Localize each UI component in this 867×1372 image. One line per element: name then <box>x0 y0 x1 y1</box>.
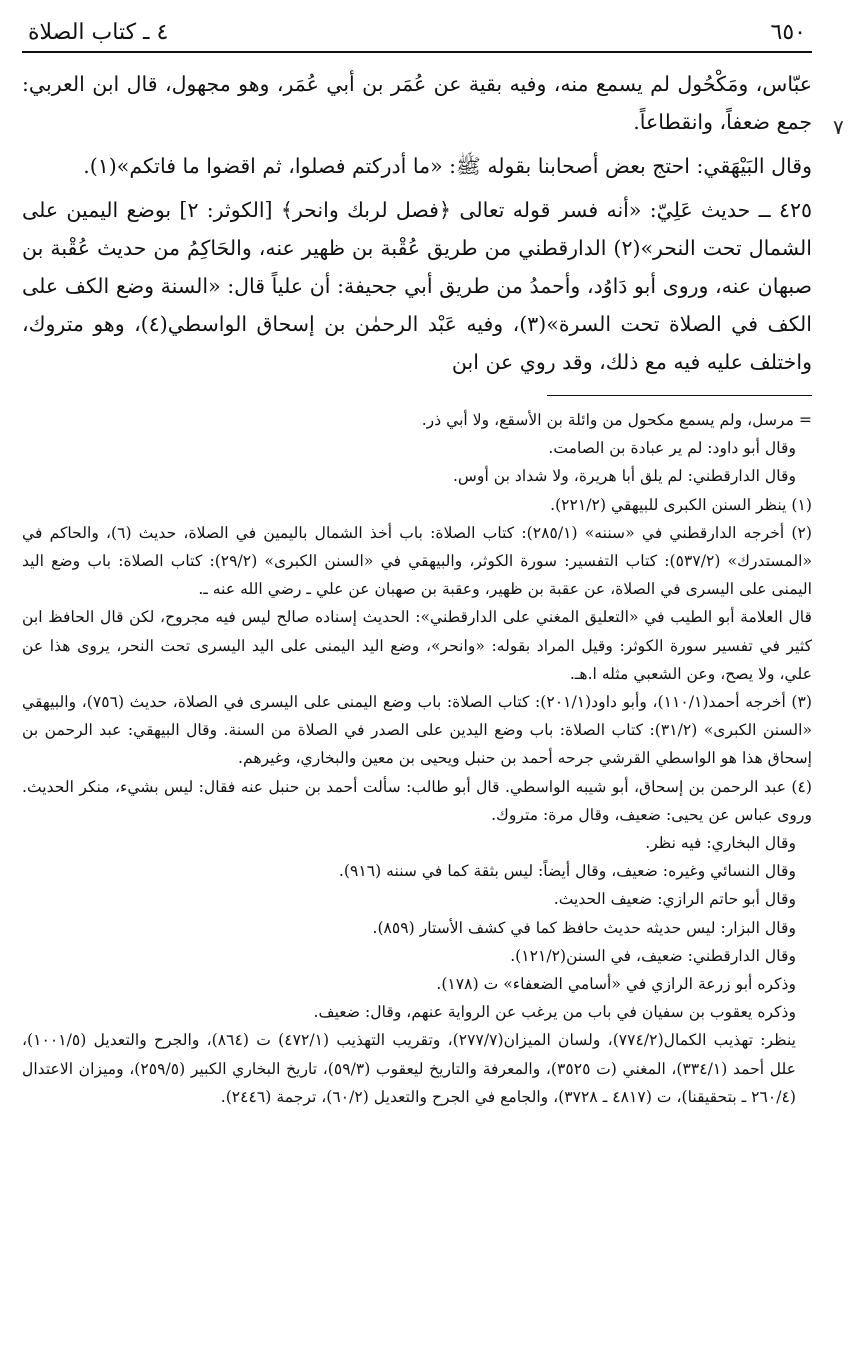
running-header <box>22 20 812 53</box>
main-paragraph: وقال البَيْهَقي: احتج بعض أصحابنا بقوله ﷺ: «ما أدركتم فصلوا، ثم اقضوا ما فاتكم»(١). <box>83 154 812 178</box>
footnote-4: (٤) عبد الرحمن بن إسحاق، أبو شيبه الواسطي. قال أبو طالب: سألت أحمد بن حنبل عنه فقال: ليس بشيء، منكر الحديث. وروى عباس عن يحيى: ضعيف، وقال مرة: متروك. <box>22 777 812 824</box>
footnote-line: = مرسل، ولم يسمع مكحول من وائلة بن الأسقع، ولا أبي ذر. <box>421 411 812 429</box>
footnote-line: وقال الدارقطني: لم يلق أبا هريرة، ولا شداد بن أوس. <box>452 467 796 486</box>
footnote-line: وقال البزار: ليس حديثه حديث حافظ كما في كشف الأستار (٨٥٩). <box>372 918 796 937</box>
footnotes <box>22 406 812 1111</box>
main-text <box>22 65 812 381</box>
footnote-2-cont: قال العلامة أبو الطيب في «التعليق المغني على الدارقطني»: الحديث إسناده صالح ليس فيه مجروح، لكن قال الحافظ ابن كثير في تفسير سورة الكوثر: وقيل المراد بقوله: «وانحر»، وضع اليد اليمنى على اليد اليسرى تحت النحر، يروى هذا عن علي، ولا يصح، وعن الشعبي مثله ا.هـ. <box>22 608 812 683</box>
footnote-line: وقال الدارقطني: ضعيف، في السنن(١٢١/٢). <box>510 946 796 965</box>
footnote-2: (٢) أخرجه الدارقطني في «سننه» (٢٨٥/١): كتاب الصلاة: باب أخذ الشمال باليمين في الصلاة، حديث (٦)، والحاكم في «المستدرك» (٥٣٧/٢): كتاب التفسير: سورة الكوثر، والبيهقي في «السنن الكبرى» (٢٩/٢): كتاب الصلاة: باب وضع اليد اليمنى على اليسرى في الصلاة، عن عقبة بن ظهير، وعقبة بن صهبان عن علي ـ رضي الله عنه ـ. <box>22 523 812 599</box>
footnote-3: (٣) أخرجه أحمد(١١٠/١)، وأبو داود(٢٠١/١): كتاب الصلاة: باب وضع اليمنى على اليسرى في الصلاة، حديث (٧٥٦)، والبيهقي «السنن الكبرى» (٣١/٢): كتاب الصلاة: باب وضع اليدين على الصدر في الصلاة من السنة. وقال البيهقي: عبد الرحمن بن إسحاق هذا هو الواسطي القرشي جرحه أحمد بن حنبل ويحيى بن معين والبخاري، وغيرهم. <box>22 693 812 768</box>
footnote-line: وقال النسائي وغيره: ضعيف، وقال أيضاً: ليس بثقة كما في سننه (٩١٦). <box>338 862 796 881</box>
footnote-line: وذكره أبو زرعة الرازي في «أسامي الضعفاء» ت (١٧٨). <box>436 975 796 994</box>
footnote-line: وقال أبو حاتم الرازي: ضعيف الحديث. <box>553 890 796 909</box>
footnote-line: وذكره يعقوب بن سفيان في باب من يرغب عن الرواية عنهم، وقال: ضعيف. <box>313 1003 796 1022</box>
footnote-line: وقال أبو داود: لم ير عبادة بن الصامت. <box>548 439 796 458</box>
page-number: ٦٥٠ <box>770 20 806 45</box>
footnote-references: ينظر: تهذيب الكمال(٧٧٤/٢)، ولسان الميزان(٢٧٧/٧)، وتقريب التهذيب (٤٧٢/١) ت (٨٦٤)، والجرح والتعديل (١٠٠١/٥)، علل أحمد (٣٣٤/١)، المغني (ت ٣٥٢٥)، والمعرفة والتاريخ ليعقوب (٥٩/٣)، تاريخ البخاري الكبير (٢٥٩/٥)، وميزان الاعتدال (٢٦٠/٤ ـ بتحقيقنا)، ت (٤٨١٧ ـ ٣٧٢٨)، والجامع في الجرح والتعديل (٦٠/٢)، ترجمة (٢٤٤٦). <box>22 1031 796 1106</box>
footnote-divider <box>547 395 812 396</box>
chapter-title: ٤ ـ كتاب الصلاة <box>28 20 169 45</box>
margin-mark: ٧ <box>833 115 844 139</box>
page <box>22 20 812 1111</box>
footnote-1: (١) ينظر السنن الكبرى للبيهقي (٢٢١/٢). <box>550 495 812 514</box>
footnote-line: وقال البخاري: فيه نظر. <box>645 834 796 853</box>
main-paragraph: ٤٢٥ ــ حديث عَلِيّ: «أنه فسر قوله تعالى ﴿فصل لربك وانحر﴾ [الكوثر: ٢] بوضع اليمين على الشمال تحت النحر»(٢) الدارقطني من طريق عُقْبة بن ظهير عنه، والحَاكِمُ من حديث عُقْبة بن صبهان عنه، وروى أبو دَاوُد، وأحمدُ من طريق أبي جحيفة: أن علياً قال: «السنة وضع الكف على الكف في الصلاة تحت السرة»(٣)، وفيه عَبْد الرحمٰن بن إسحاق الواسطي(٤)، وهو متروك، واختلف عليه فيه مع ذلك، وقد روي عن ابن <box>22 198 812 374</box>
main-paragraph: عبّاس، ومَكْحُول لم يسمع منه، وفيه بقية عن عُمَر بن أبي عُمَر، وهو مجهول، قال ابن العربي: جمع ضعفاً، وانقطاعاً. <box>22 72 812 134</box>
